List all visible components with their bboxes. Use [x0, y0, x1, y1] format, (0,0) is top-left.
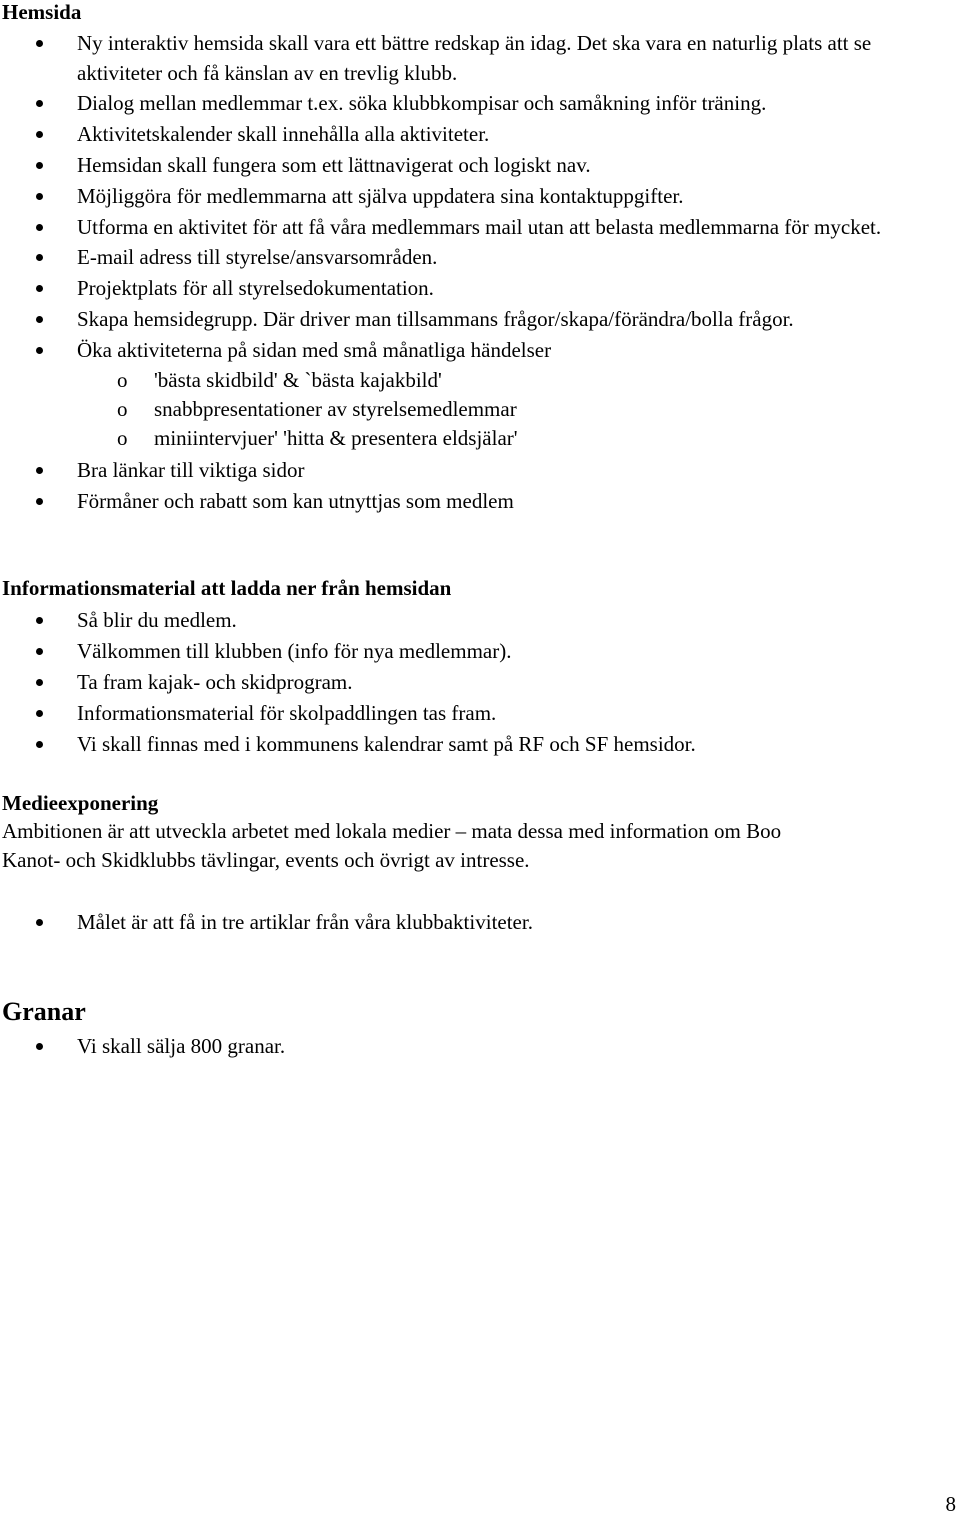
list-item-text: Öka aktiviteterna på sidan med små månatliga händelser	[77, 338, 552, 362]
list-item-text: Hemsidan skall fungera som ett lättnavigerat och logiskt nav.	[77, 153, 591, 177]
paragraph-line: Kanot- och Skidklubbs tävlingar, events och övrigt av intresse.	[2, 848, 530, 872]
bullet-icon	[36, 100, 43, 107]
sub-list-item-text: snabbpresentationer av styrelsemedlemmar	[154, 397, 517, 421]
list-item	[0, 88, 950, 119]
circle-bullet-icon: o	[117, 397, 128, 421]
bullet-icon	[36, 498, 43, 505]
bullet-icon	[36, 919, 43, 926]
bullet-icon	[36, 285, 43, 292]
bullet-icon	[36, 617, 43, 624]
section-heading-hemsida: Hemsida	[2, 0, 82, 24]
list-item-text: Vi skall finnas med i kommunens kalendrar samt på RF och SF hemsidor.	[77, 732, 696, 756]
list-item-text: Utforma en aktivitet för att få våra medlemmars mail utan att belasta medlemmarna för mycket.	[77, 215, 882, 239]
list-item-text: Vi skall sälja 800 granar.	[77, 1034, 286, 1058]
bullet-icon	[36, 648, 43, 655]
informationsmaterial-list	[0, 605, 950, 760]
sub-list-item	[117, 395, 950, 424]
hemsida-list	[0, 28, 950, 517]
sub-list	[0, 366, 950, 453]
list-item	[0, 119, 950, 150]
bullet-icon	[36, 316, 43, 323]
list-item-text: Bra länkar till viktiga sidor	[77, 458, 305, 482]
list-item	[0, 486, 950, 517]
bullet-icon	[36, 710, 43, 717]
section-heading-medieexponering: Medieexponering	[2, 791, 159, 815]
list-item-text: Förmåner och rabatt som kan utnyttjas som medlem	[77, 489, 514, 513]
medieexponering-list	[0, 907, 950, 938]
list-item	[0, 605, 950, 636]
sub-list-item-text: miniintervjuer' 'hitta & presentera eldsjälar'	[154, 426, 518, 450]
sub-list-item	[117, 424, 950, 453]
list-item	[0, 242, 950, 273]
list-item-text: Dialog mellan medlemmar t.ex. söka klubbkompisar och samåkning inför träning.	[77, 91, 767, 115]
list-item	[0, 181, 950, 212]
granar-list	[0, 1031, 950, 1062]
list-item-text: Så blir du medlem.	[77, 608, 237, 632]
bullet-icon	[36, 1043, 43, 1050]
list-item	[0, 729, 950, 760]
sub-list-item-text: 'bästa skidbild' & `bästa kajakbild'	[154, 368, 442, 392]
list-item	[0, 1031, 950, 1062]
list-item-text: Ny interaktiv hemsida skall vara ett bättre redskap än idag. Det ska vara en naturlig plats att se aktiviteter och få känslan av en trevlig klubb.	[77, 31, 872, 85]
list-item	[0, 304, 950, 335]
bullet-icon	[36, 467, 43, 474]
list-item-text: Välkommen till klubben (info för nya medlemmar).	[77, 639, 512, 663]
list-item	[0, 907, 950, 938]
list-item	[0, 455, 950, 486]
sub-list-item	[117, 366, 950, 395]
list-item	[0, 698, 950, 729]
list-item	[0, 273, 950, 304]
bullet-icon	[36, 40, 43, 47]
list-item-text: Aktivitetskalender skall innehålla alla aktiviteter.	[77, 122, 490, 146]
bullet-icon	[36, 162, 43, 169]
bullet-icon	[36, 224, 43, 231]
list-item	[0, 636, 950, 667]
list-item	[0, 212, 937, 242]
bullet-icon	[36, 679, 43, 686]
list-item-text: Projektplats för all styrelsedokumentation.	[77, 276, 434, 300]
circle-bullet-icon: o	[117, 368, 128, 392]
paragraph-line: Ambitionen är att utveckla arbetet med lokala medier – mata dessa med information om Boo	[2, 819, 782, 843]
section-heading-granar: Granar	[2, 997, 86, 1026]
bullet-icon	[36, 131, 43, 138]
bullet-icon	[36, 347, 43, 354]
list-item	[0, 667, 950, 698]
page-number: 8	[945, 1492, 956, 1516]
list-item-text: Informationsmaterial för skolpaddlingen tas fram.	[77, 701, 497, 725]
list-item-text: Ta fram kajak- och skidprogram.	[77, 670, 353, 694]
list-item-text: Målet är att få in tre artiklar från våra klubbaktiviteter.	[77, 910, 533, 934]
list-item-text: Möjliggöra för medlemmarna att själva uppdatera sina kontaktuppgifter.	[77, 184, 684, 208]
medieexponering-paragraph	[2, 817, 952, 875]
bullet-icon	[36, 254, 43, 261]
list-item-text: Skapa hemsidegrupp. Där driver man tillsammans frågor/skapa/förändra/bolla frågor.	[77, 307, 794, 331]
bullet-icon	[36, 193, 43, 200]
circle-bullet-icon: o	[117, 426, 128, 450]
list-item-text: E-mail adress till styrelse/ansvarsområden.	[77, 245, 438, 269]
list-item	[0, 150, 950, 181]
list-item	[0, 28, 937, 88]
section-heading-informationsmaterial: Informationsmaterial att ladda ner från hemsidan	[2, 576, 452, 600]
list-item	[0, 335, 950, 453]
bullet-icon	[36, 741, 43, 748]
